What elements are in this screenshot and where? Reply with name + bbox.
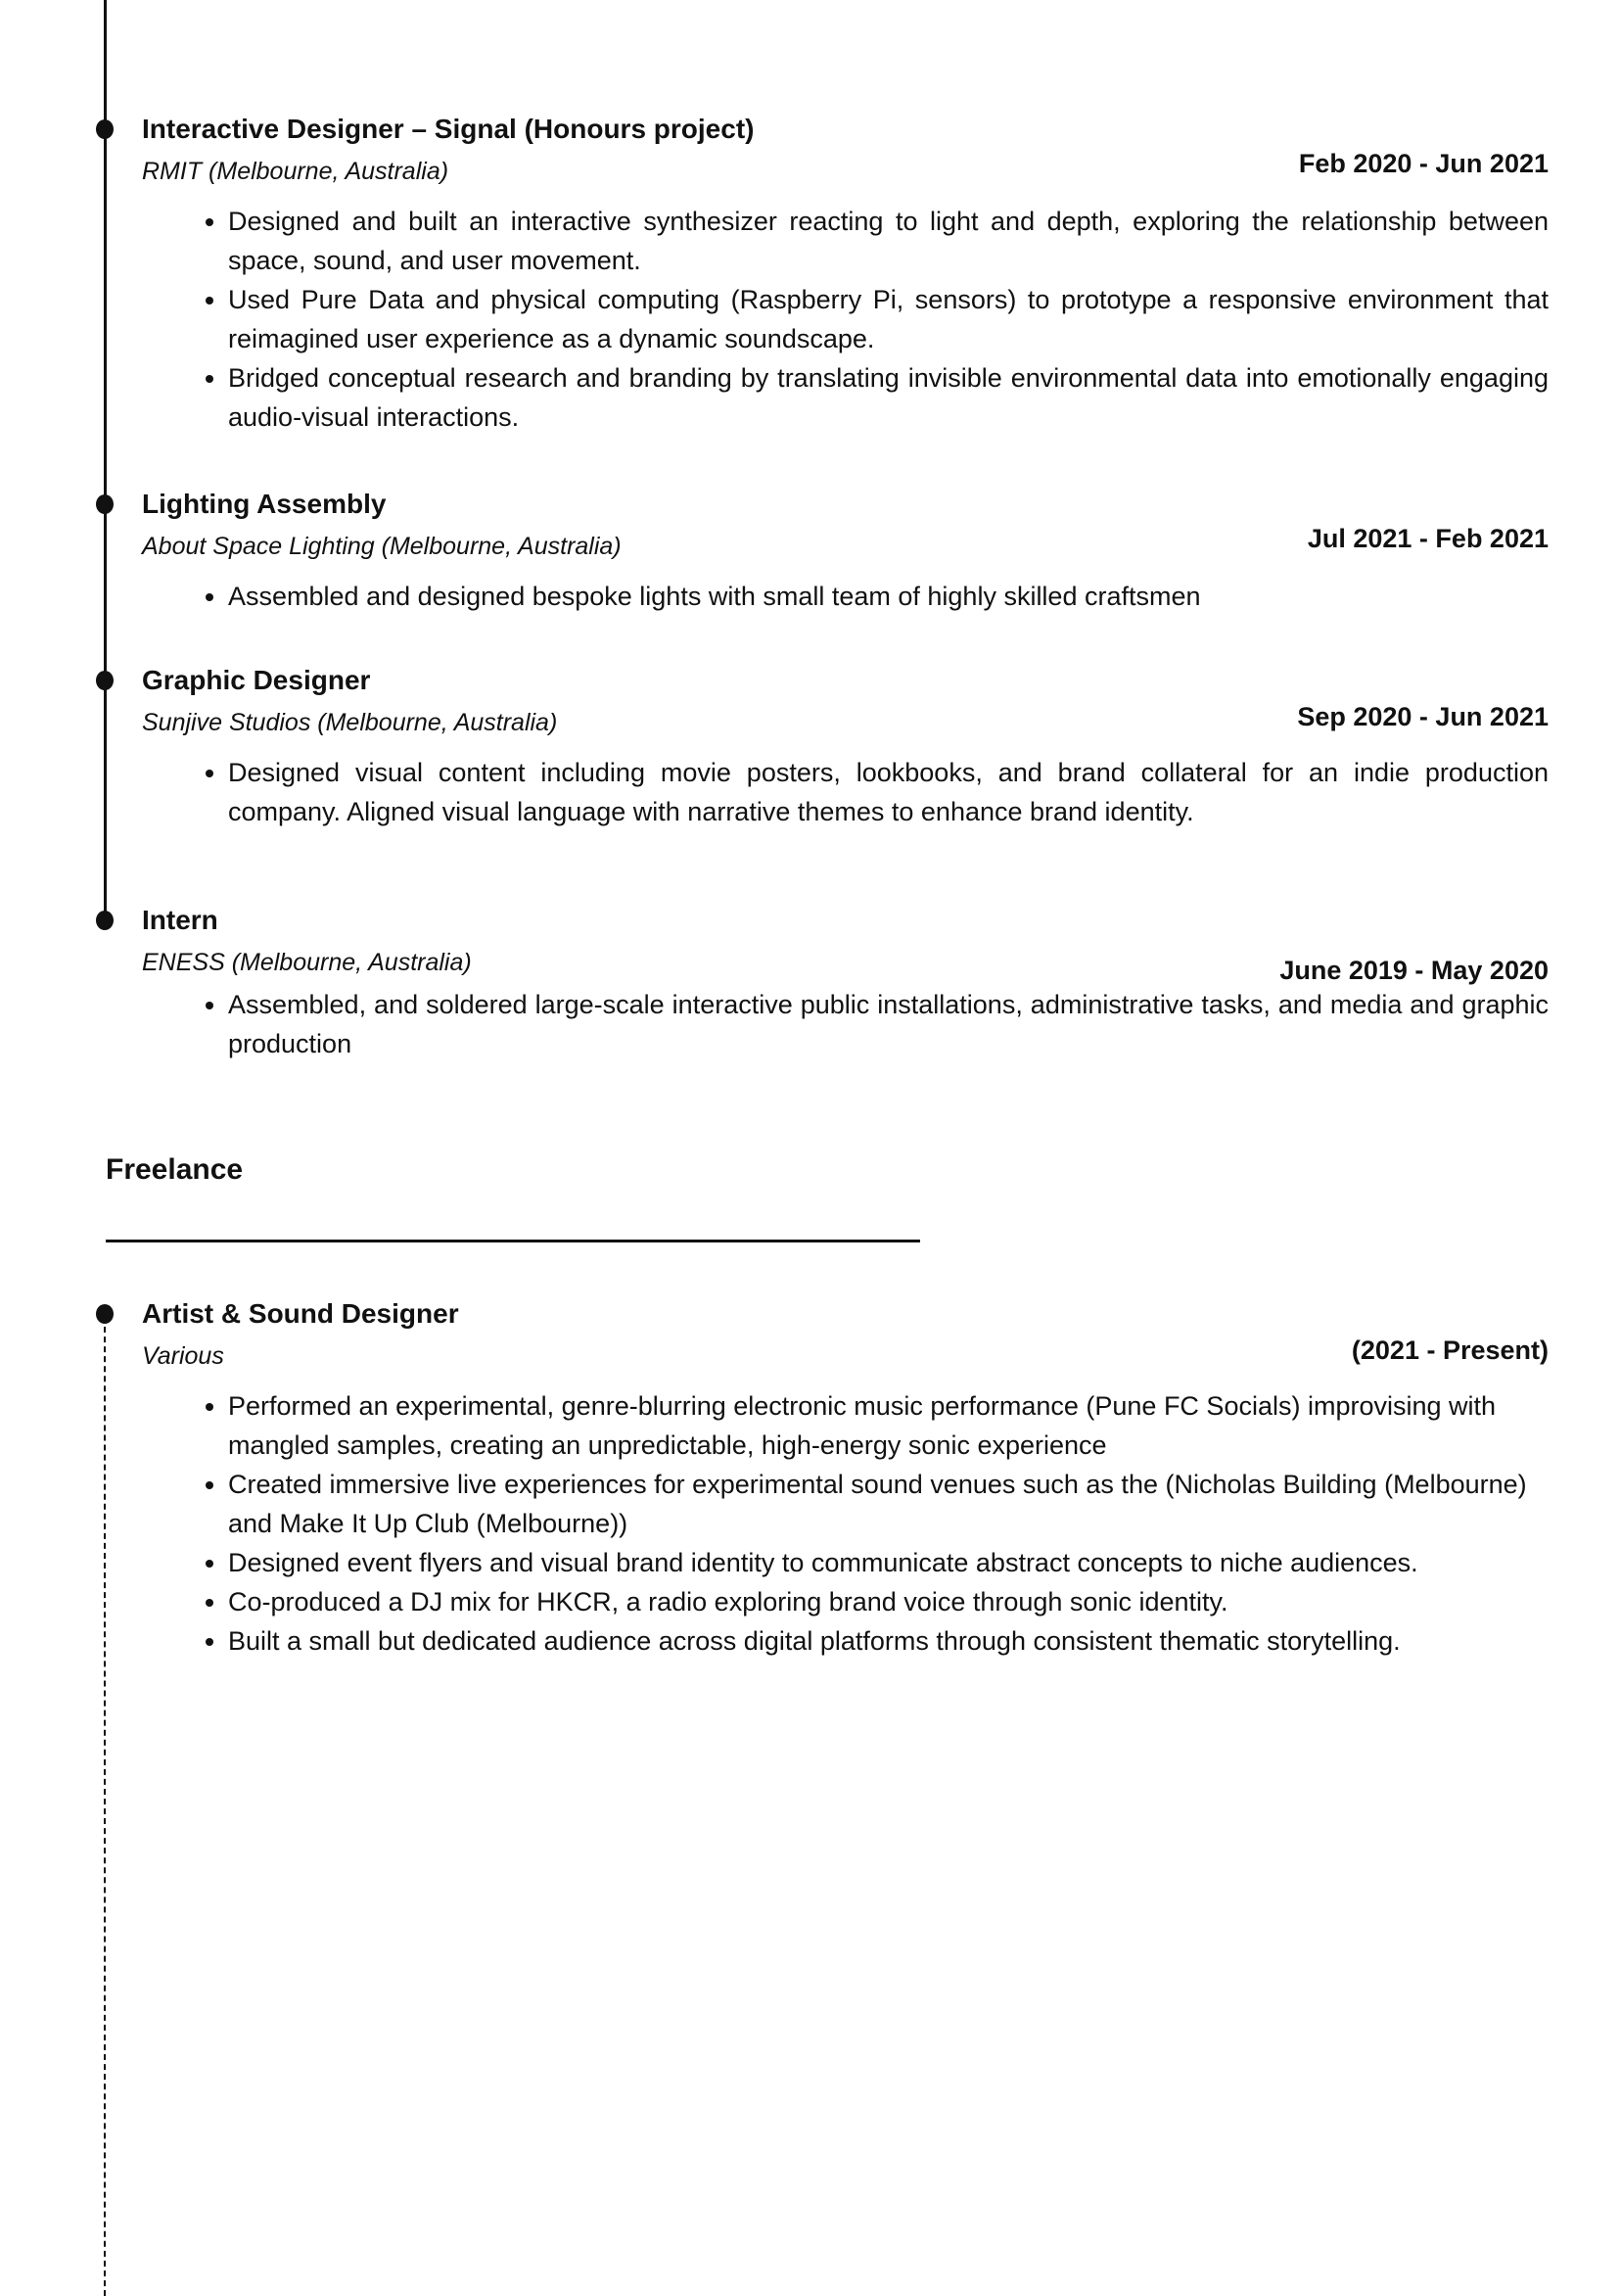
job-title: Interactive Designer – Signal (Honours project) xyxy=(142,114,755,144)
job-date: Jul 2021 - Feb 2021 xyxy=(1307,524,1549,553)
job-date: June 2019 - May 2020 xyxy=(1279,956,1549,985)
section-divider xyxy=(106,1240,920,1242)
section-heading-freelance: Freelance xyxy=(106,1153,244,1186)
bullet: • Co-produced a DJ mix for HKCR, a radio exploring brand voice through sonic identity. xyxy=(228,1582,1549,1621)
bullet: • Designed visual content including movie posters, lookbooks, and brand collateral for an indie production company. Aligned visual language with narrative themes to enhance brand identity. xyxy=(228,753,1549,831)
job-date: (2021 - Present) xyxy=(1351,1335,1549,1365)
job-company: Various xyxy=(142,1342,224,1370)
experience-entry xyxy=(142,903,1549,1063)
timeline-dot xyxy=(96,494,114,514)
job-company: Sunjive Studios (Melbourne, Australia) xyxy=(142,709,558,736)
job-bullets xyxy=(142,202,1549,437)
bullet: • Created immersive live experiences for experimental sound venues such as the (Nicholas Building (Melbourne) and Make It Up Club (Melbourne)) xyxy=(228,1465,1549,1543)
experience-entry xyxy=(142,663,1549,831)
bullet: • Designed and built an interactive synthesizer reacting to light and depth, exploring the relationship between space, sound, and user movement. xyxy=(228,202,1549,280)
bullet: • Used Pure Data and physical computing (Raspberry Pi, sensors) to prototype a responsive environment that reimagined user experience as a dynamic soundscape. xyxy=(228,280,1549,358)
experience-entry xyxy=(142,487,1549,616)
job-date: Sep 2020 - Jun 2021 xyxy=(1297,702,1549,731)
experience-entry xyxy=(142,112,1549,437)
timeline-dot xyxy=(96,911,114,930)
bullet: • Assembled, and soldered large-scale interactive public installations, administrative tasks, and media and graphic production xyxy=(228,985,1549,1063)
freelance-entry xyxy=(142,1296,1549,1661)
bullet: • Built a small but dedicated audience across digital platforms through consistent thematic storytelling. xyxy=(228,1621,1549,1661)
job-title: Graphic Designer xyxy=(142,665,371,695)
timeline-dashed-line xyxy=(104,1317,106,2296)
job-bullets xyxy=(142,1386,1549,1661)
job-date: Feb 2020 - Jun 2021 xyxy=(1298,149,1549,178)
bullet: • Bridged conceptual research and branding by translating invisible environmental data into emotionally engaging audio-visual interactions. xyxy=(228,358,1549,437)
job-company: About Space Lighting (Melbourne, Australia) xyxy=(142,533,622,560)
job-bullets xyxy=(142,753,1549,831)
bullet: • Performed an experimental, genre-blurring electronic music performance (Pune FC Socials) improvising with mangled samples, creating an unpredictable, high-energy sonic experience xyxy=(228,1386,1549,1465)
job-title: Artist & Sound Designer xyxy=(142,1298,459,1329)
bullet: • Designed event flyers and visual brand identity to communicate abstract concepts to niche audiences. xyxy=(228,1543,1549,1582)
timeline-dot xyxy=(96,119,114,139)
job-company: RMIT (Melbourne, Australia) xyxy=(142,158,449,185)
job-title: Intern xyxy=(142,905,218,935)
job-bullets xyxy=(142,577,1549,616)
timeline-dot xyxy=(96,1304,114,1324)
bullet: • Assembled and designed bespoke lights with small team of highly skilled craftsmen xyxy=(228,577,1549,616)
job-bullets xyxy=(142,985,1549,1063)
job-company: ENESS (Melbourne, Australia) xyxy=(142,949,472,976)
job-title: Lighting Assembly xyxy=(142,489,387,519)
timeline-dot xyxy=(96,671,114,690)
